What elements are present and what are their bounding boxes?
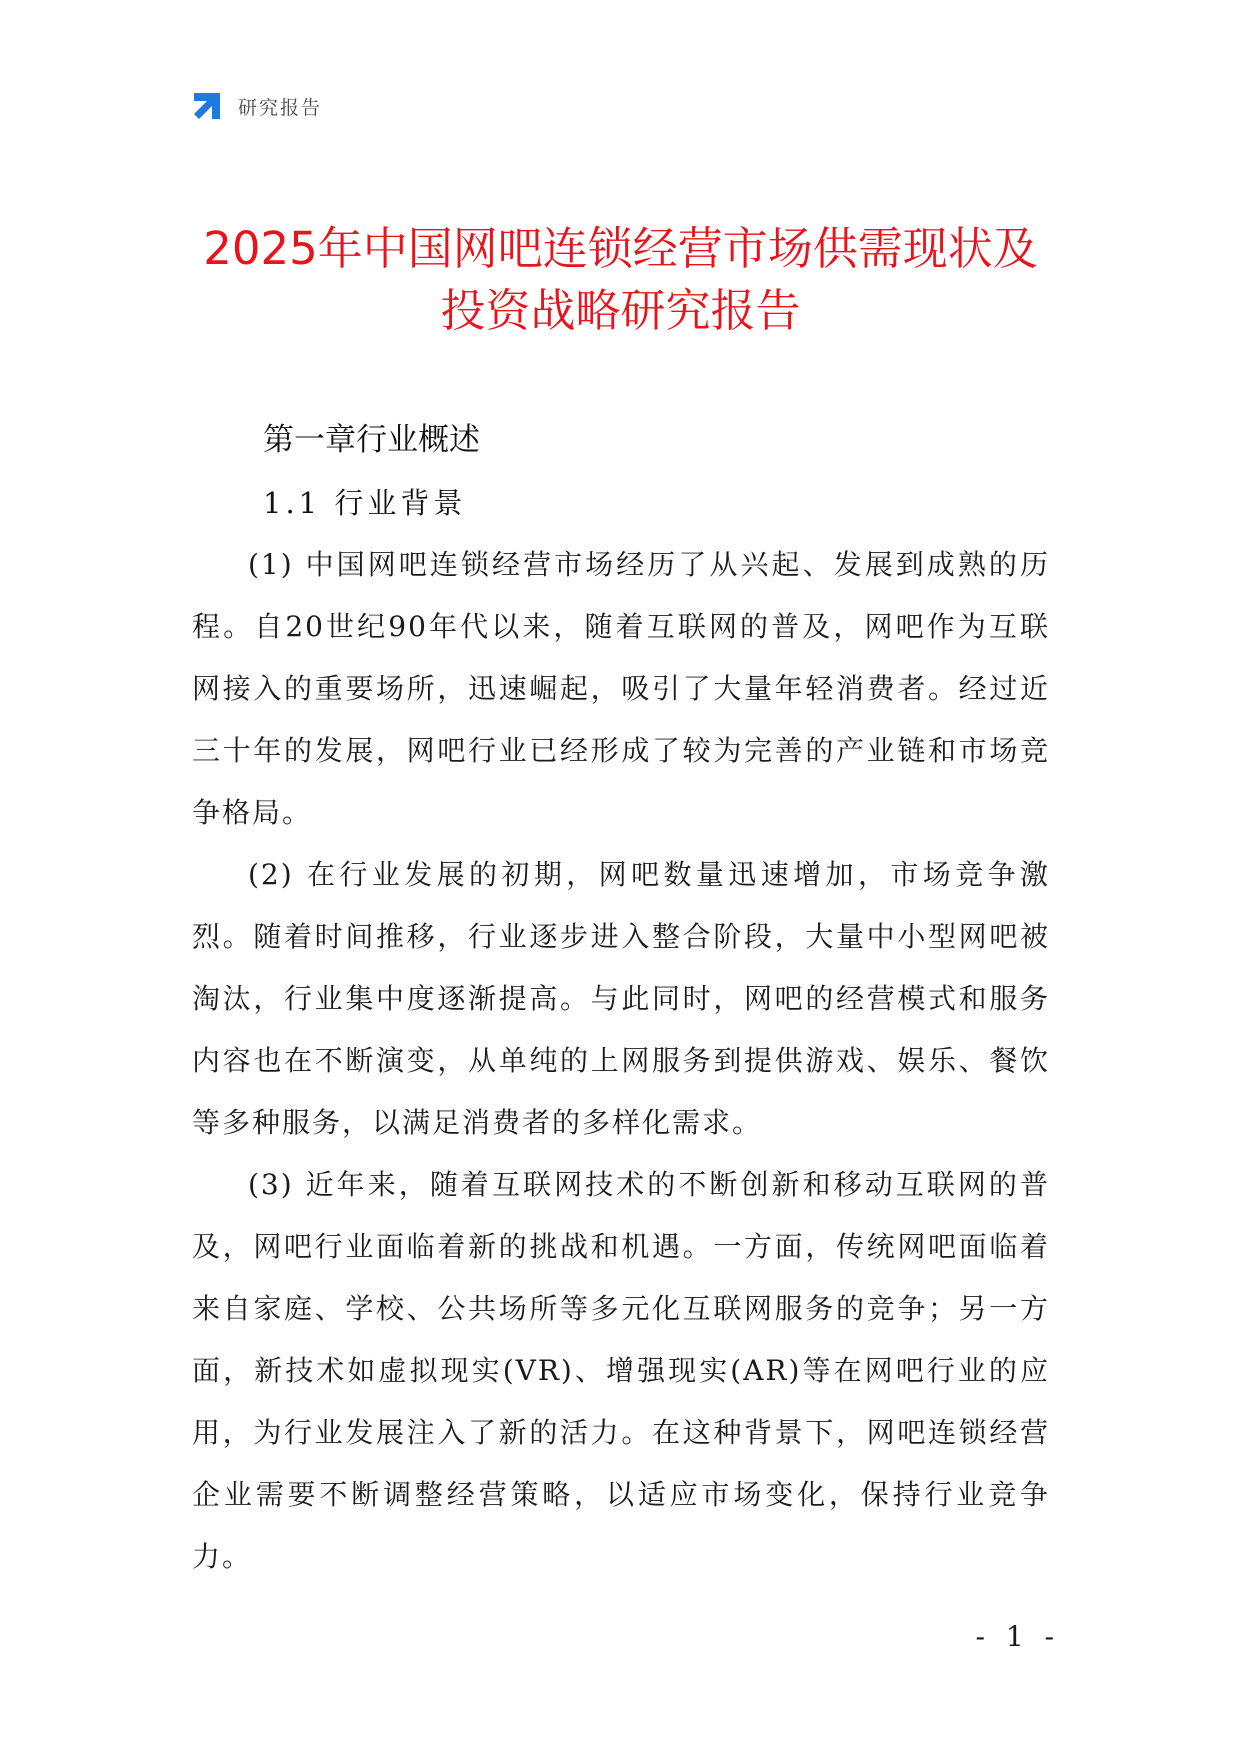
- document-title: [150, 218, 1091, 342]
- paragraph-3: (3) 近年来，随着互联网技术的不断创新和移动互联网的普及，网吧行业面临着新的挑战和机遇。一方面，传统网吧面临着来自家庭、学校、公共场所等多元化互联网服务的竞争；另一方面，新技术如虚拟现实(VR)、增强现实(AR)等在网吧行业的应用，为行业发展注入了新的活力。在这种背景下，网吧连锁经营企业需要不断调整经营策略，以适应市场变化，保持行业竞争力。: [192, 1168, 1050, 1573]
- title-line-2: 投资战略研究报告: [440, 284, 801, 337]
- page-number: - 1 -: [975, 1620, 1060, 1653]
- paragraph-1: (1) 中国网吧连锁经营市场经历了从兴起、发展到成熟的历程。自20世纪90年代以来，随着互联网的普及，网吧作为互联网接入的重要场所，迅速崛起，吸引了大量年轻消费者。经过近三十年的发展，网吧行业已经形成了较为完善的产业链和市场竞争格局。: [192, 548, 1050, 829]
- chapter-heading: 第一章行业概述: [263, 422, 480, 458]
- paragraph-2: (2) 在行业发展的初期，网吧数量迅速增加，市场竞争激烈。随着时间推移，行业逐步进入整合阶段，大量中小型网吧被淘汰，行业集中度逐渐提高。与此同时，网吧的经营模式和服务内容也在不断演变，从单纯的上网服务到提供游戏、娱乐、餐饮等多种服务，以满足消费者的多样化需求。: [192, 858, 1050, 1139]
- report-header: [190, 88, 322, 124]
- section-heading: 1.1 行业背景: [263, 486, 467, 520]
- arrow-up-right-icon: [190, 89, 224, 123]
- title-line-1: 2025年中国网吧连锁经营市场供需现状及: [203, 222, 1038, 275]
- body-text: [192, 534, 1050, 1588]
- header-label: 研究报告: [238, 96, 323, 119]
